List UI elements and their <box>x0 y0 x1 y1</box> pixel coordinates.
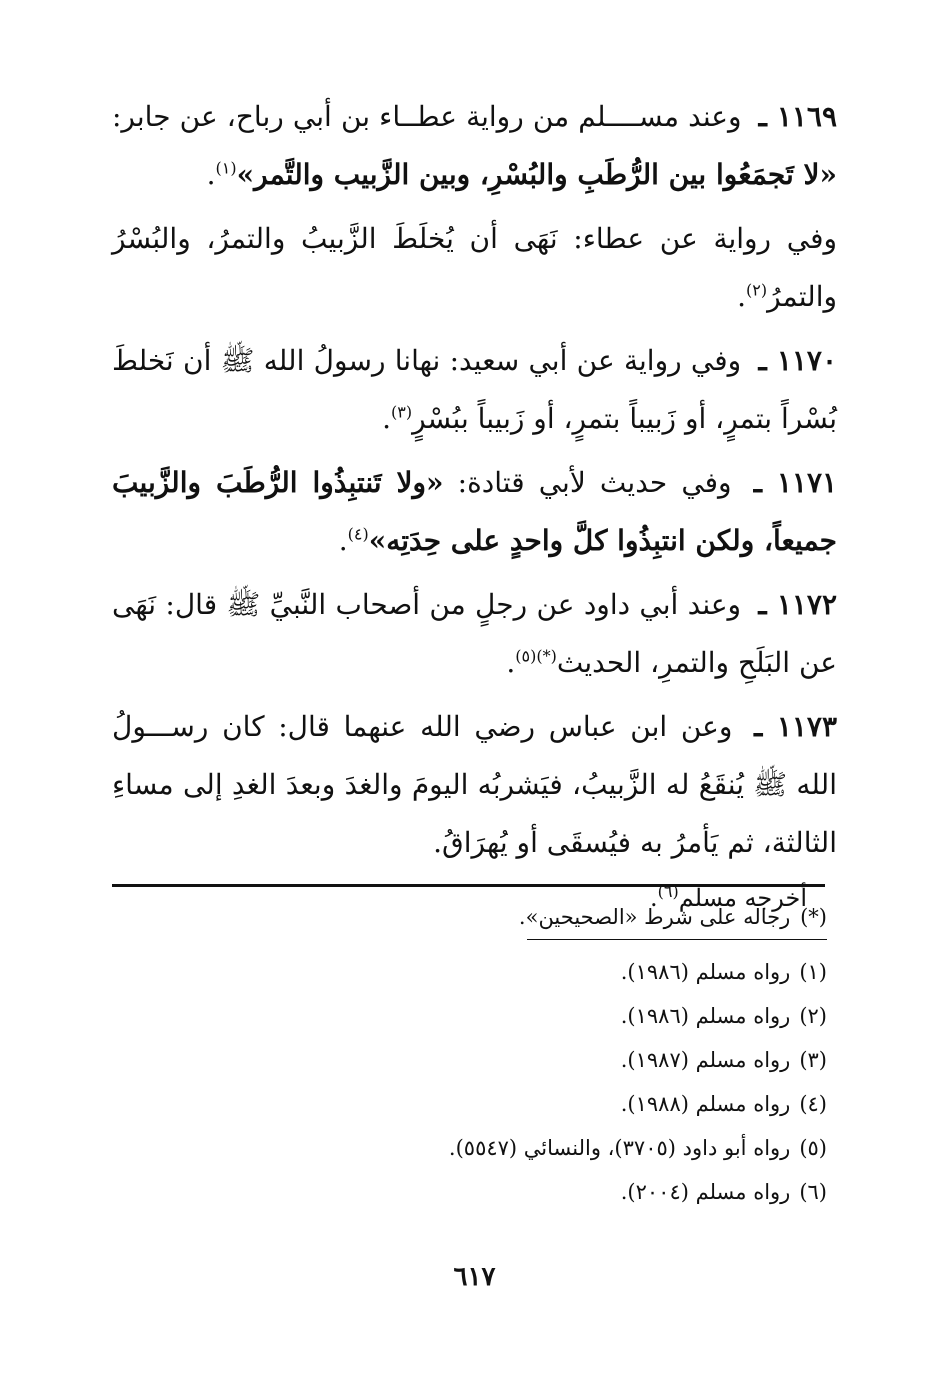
footnote-number: (٥) <box>799 1136 827 1160</box>
hadith-1172 <box>112 576 837 692</box>
footnote-text: رواه مسلم (١٩٨٦). <box>620 1004 791 1028</box>
hadith-text: وفي حديث لأبي قتادة: <box>457 466 732 499</box>
footnote <box>112 1126 827 1170</box>
footnote-text: رواه مسلم (١٩٨٦). <box>620 960 791 984</box>
period: . <box>206 158 216 191</box>
page-number: ٦١٧ <box>453 1262 496 1292</box>
footnote <box>112 1038 827 1082</box>
hadith-1173 <box>112 698 837 872</box>
star-note <box>112 895 827 939</box>
star-note-text: رجاله على شرط «الصحيحين». <box>518 905 791 929</box>
period: . <box>382 402 391 435</box>
footnote-ref: (٢) <box>745 280 768 300</box>
footnote-text: رواه أبو داود (٣٧٠٥)، والنسائي (٥٥٤٧). <box>448 1136 791 1160</box>
footnotes-area <box>112 895 827 1214</box>
footnote <box>112 994 827 1038</box>
footnote-text: رواه مسلم (١٩٨٧). <box>620 1048 791 1072</box>
hadith-number: ١١٧٣ ـ <box>754 710 837 743</box>
hadith-1171 <box>112 454 837 570</box>
footnote-number: (٣) <box>799 1048 827 1072</box>
hadith-1169 <box>112 88 837 204</box>
footnote-number: (١) <box>799 960 827 984</box>
period: . <box>737 280 746 313</box>
hadith-number: ١١٧١ ـ <box>753 466 838 499</box>
hadith-text: وعند أبي داود عن رجلٍ من أصحاب النَّبيِّ ﷺ قال: نَهَى عن البَلَحِ والتمرِ، الحديث <box>112 588 837 679</box>
takhrij-text: أخرجه مسلم <box>678 884 807 912</box>
footnote-ref: (٤) <box>347 524 369 544</box>
hadith-number: ١١٧٢ ـ <box>758 588 837 621</box>
hadith-text: وفي رواية عن أبي سعيد: نهانا رسولُ الله ﷺ أن نَخلطَ بُسْراً بتمرٍ، أو زَبيباً بتمرٍ، أو زَبيباً ببُسْرٍ <box>112 344 837 435</box>
footnote-rule <box>527 939 827 940</box>
star-mark: (*) <box>800 905 827 929</box>
hadith-quote: «لا تَجمَعُوا بين الرُّطَبِ والبُسْرِ، وبين الزَّبيب والتَّمر» <box>236 158 837 191</box>
footnote <box>112 1082 827 1126</box>
period: . <box>338 524 348 557</box>
footnote-text: رواه مسلم (١٩٨٨). <box>620 1092 791 1116</box>
footnote-ref: (*)(٥) <box>515 646 557 666</box>
footnote-text: رواه مسلم (٢٠٠٤). <box>620 1180 791 1204</box>
footnote <box>112 950 827 994</box>
hadith-1170 <box>112 332 837 448</box>
hadith-number: ١١٦٩ ـ <box>758 100 837 133</box>
period: . <box>506 646 516 679</box>
footnote-number: (٤) <box>799 1092 827 1116</box>
hadith-text: وفي رواية عن عطاء: نَهَى أن يُخلَطَ الزَّبيبُ والتمرُ، والبُسْرُ والتمرُ <box>112 222 837 313</box>
hadith-quote: «ولا تَنتبِذُوا الرُّطَبَ والزَّبيبَ جميعاً، ولكن انتبِذُوا كلَّ واحدٍ على حِدَتِه» <box>112 466 837 557</box>
main-text <box>112 88 837 924</box>
footnote-ref: (١) <box>215 158 237 178</box>
footnote-ref: (٣) <box>391 402 413 422</box>
hadith-text: وعند مســــلم من رواية عطــاء بن أبي رباح، عن جابر: <box>112 100 742 133</box>
footnote-number: (٦) <box>799 1180 827 1204</box>
hadith-text: وعن ابن عباس رضي الله عنهما قال: كان رســـولُ الله ﷺ يُنقَعُ له الزَّبيبُ، فيَشربُه اليومَ والغدَ وبعدَ الغدِ إلى مساءِ الثالثة، ثم يَأمرُ به فيُسقَى أو يُهرَاقُ <box>112 710 837 859</box>
footnote-ref: (٦) <box>657 882 679 901</box>
period: . <box>433 826 442 859</box>
footnote-number: (٢) <box>799 1004 827 1028</box>
period: . <box>650 884 658 912</box>
hadith-number: ١١٧٠ ـ <box>758 344 837 377</box>
main-footnote-rule <box>112 884 825 887</box>
hadith-1169-variant <box>112 210 837 326</box>
footnote <box>112 1170 827 1214</box>
